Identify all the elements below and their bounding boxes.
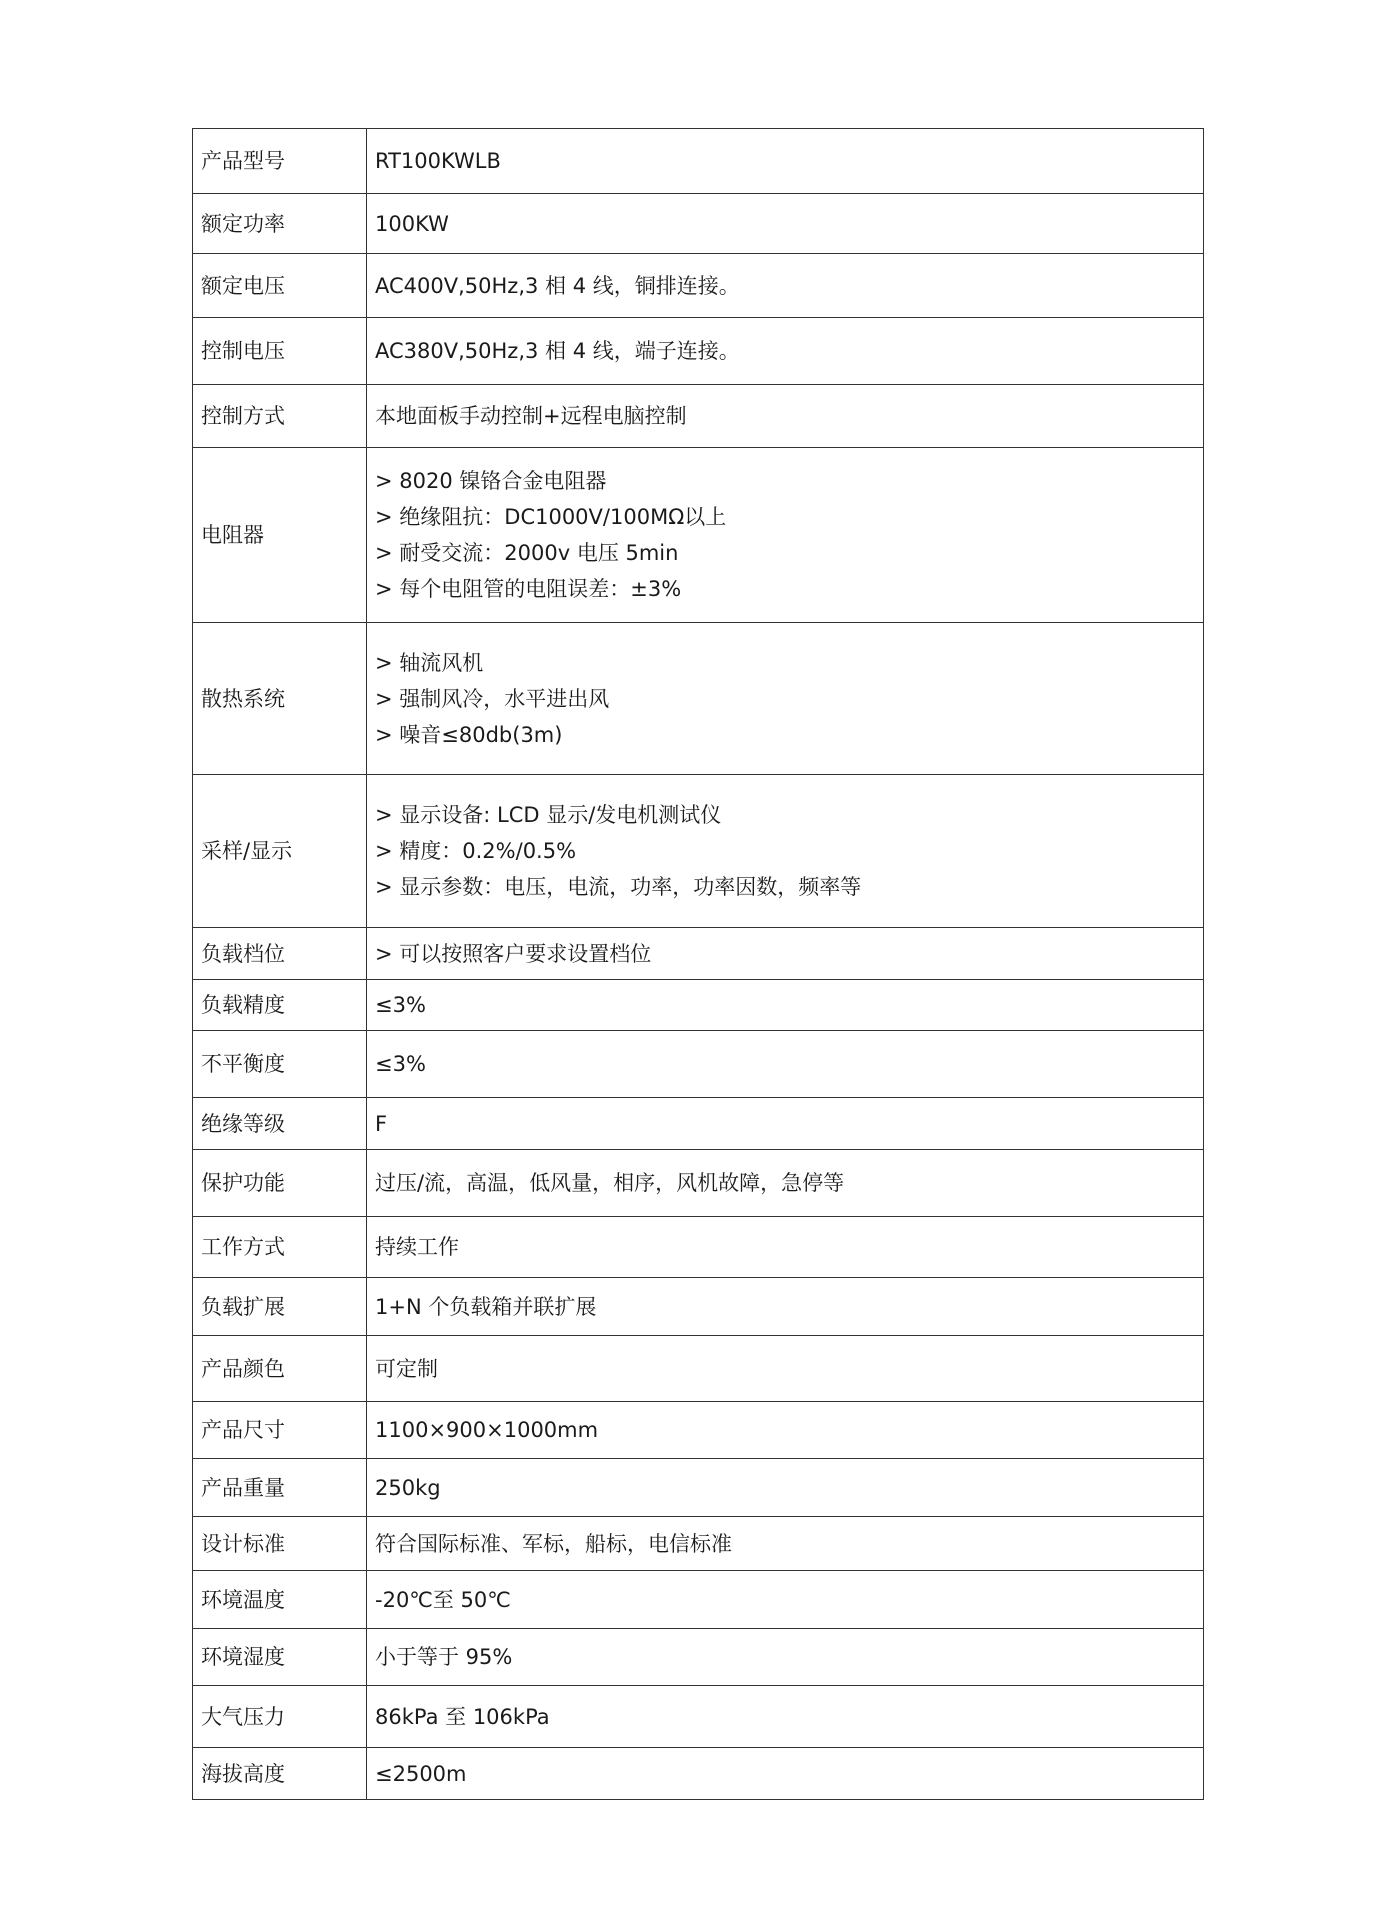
spec-value-line: > 显示设备: LCD 显示/发电机测试仪 [375, 803, 722, 827]
spec-value-line: F [375, 1111, 388, 1136]
spec-value-line: RT100KWLB [375, 149, 501, 173]
spec-value [367, 623, 1204, 775]
spec-label: 额定功率 [193, 194, 367, 254]
spec-value [367, 318, 1204, 385]
spec-value-line: ≤3% [375, 993, 426, 1017]
spec-value [367, 448, 1204, 623]
spec-label: 控制方式 [193, 385, 367, 448]
spec-table-body [193, 129, 1204, 1800]
spec-row [193, 775, 1204, 928]
spec-value-line: > 绝缘阻抗：DC1000V/100MΩ以上 [375, 505, 727, 529]
spec-label: 负载精度 [193, 980, 367, 1031]
spec-label: 散热系统 [193, 623, 367, 775]
spec-value [367, 1098, 1204, 1150]
spec-row [193, 1217, 1204, 1278]
spec-value [367, 385, 1204, 448]
spec-value [367, 254, 1204, 318]
spec-row [193, 448, 1204, 623]
spec-row [193, 1098, 1204, 1150]
spec-value [367, 1748, 1204, 1800]
spec-value [367, 980, 1204, 1031]
spec-label: 设计标准 [193, 1517, 367, 1571]
spec-row [193, 1686, 1204, 1748]
spec-value [367, 1571, 1204, 1629]
spec-row [193, 129, 1204, 194]
spec-value-line: 250kg [375, 1475, 441, 1500]
spec-value-line: 过压/流，高温，低风量，相序，风机故障，急停等 [375, 1171, 845, 1195]
spec-value-line: 本地面板手动控制+远程电脑控制 [375, 404, 687, 428]
spec-label: 产品尺寸 [193, 1402, 367, 1459]
spec-label: 负载档位 [193, 928, 367, 980]
spec-row [193, 1336, 1204, 1402]
spec-value-line: AC400V,50Hz,3 相 4 线，铜排连接。 [375, 273, 740, 298]
spec-label: 不平衡度 [193, 1031, 367, 1098]
spec-value-line: > 每个电阻管的电阻误差：±3% [375, 577, 682, 601]
spec-label: 控制电压 [193, 318, 367, 385]
spec-value-line: > 可以按照客户要求设置档位 [375, 941, 652, 966]
spec-row [193, 1402, 1204, 1459]
spec-value [367, 1336, 1204, 1402]
spec-value [367, 129, 1204, 194]
spec-row [193, 623, 1204, 775]
spec-value-line: 86kPa 至 106kPa [375, 1704, 550, 1729]
spec-value [367, 1517, 1204, 1571]
spec-value-line: 1+N 个负载箱并联扩展 [375, 1294, 597, 1319]
spec-label: 电阻器 [193, 448, 367, 623]
spec-label: 保护功能 [193, 1150, 367, 1217]
spec-value-line: > 轴流风机 [375, 650, 484, 675]
spec-value-line: > 显示参数：电压，电流，功率，功率因数，频率等 [375, 875, 862, 899]
spec-label: 绝缘等级 [193, 1098, 367, 1150]
spec-row [193, 1748, 1204, 1800]
spec-value-line: 100KW [375, 211, 449, 236]
spec-row [193, 1031, 1204, 1098]
spec-value-line: ≤2500m [375, 1761, 467, 1786]
spec-value [367, 1629, 1204, 1686]
spec-value-line: > 8020 镍铬合金电阻器 [375, 469, 607, 493]
spec-row [193, 1629, 1204, 1686]
spec-value [367, 194, 1204, 254]
spec-table [192, 128, 1204, 1800]
spec-value-line: AC380V,50Hz,3 相 4 线，端子连接。 [375, 339, 740, 363]
spec-row [193, 1459, 1204, 1517]
spec-value [367, 1278, 1204, 1336]
spec-row [193, 194, 1204, 254]
spec-label: 环境温度 [193, 1571, 367, 1629]
spec-row [193, 385, 1204, 448]
spec-row [193, 1150, 1204, 1217]
spec-value-line: > 精度：0.2%/0.5% [375, 839, 577, 863]
spec-value [367, 1686, 1204, 1748]
spec-value-line: -20℃至 50℃ [375, 1587, 511, 1612]
spec-value-line: 符合国际标准、军标，船标，电信标准 [375, 1531, 732, 1556]
spec-label: 负载扩展 [193, 1278, 367, 1336]
spec-value [367, 1150, 1204, 1217]
spec-row [193, 980, 1204, 1031]
spec-label: 大气压力 [193, 1686, 367, 1748]
spec-label: 工作方式 [193, 1217, 367, 1278]
spec-row [193, 318, 1204, 385]
spec-value-line: ≤3% [375, 1052, 426, 1076]
spec-row [193, 928, 1204, 980]
spec-row [193, 1571, 1204, 1629]
spec-value [367, 1459, 1204, 1517]
spec-label: 环境湿度 [193, 1629, 367, 1686]
spec-row [193, 1278, 1204, 1336]
spec-value [367, 1402, 1204, 1459]
spec-value-line: > 强制风冷，水平进出风 [375, 686, 610, 711]
spec-row [193, 1517, 1204, 1571]
spec-value-line: > 耐受交流：2000v 电压 5min [375, 541, 679, 565]
spec-value-line: > 噪音≤80db(3m) [375, 722, 563, 747]
spec-label: 额定电压 [193, 254, 367, 318]
spec-value [367, 928, 1204, 980]
spec-value-line: 小于等于 95% [375, 1645, 513, 1669]
spec-value [367, 775, 1204, 928]
spec-row [193, 254, 1204, 318]
spec-label: 海拔高度 [193, 1748, 367, 1800]
spec-label: 采样/显示 [193, 775, 367, 928]
spec-value-line: 1100×900×1000mm [375, 1418, 599, 1442]
spec-value [367, 1217, 1204, 1278]
spec-value [367, 1031, 1204, 1098]
spec-label: 产品重量 [193, 1459, 367, 1517]
spec-value-line: 持续工作 [375, 1235, 459, 1259]
spec-label: 产品型号 [193, 129, 367, 194]
spec-value-line: 可定制 [375, 1356, 438, 1381]
spec-label: 产品颜色 [193, 1336, 367, 1402]
